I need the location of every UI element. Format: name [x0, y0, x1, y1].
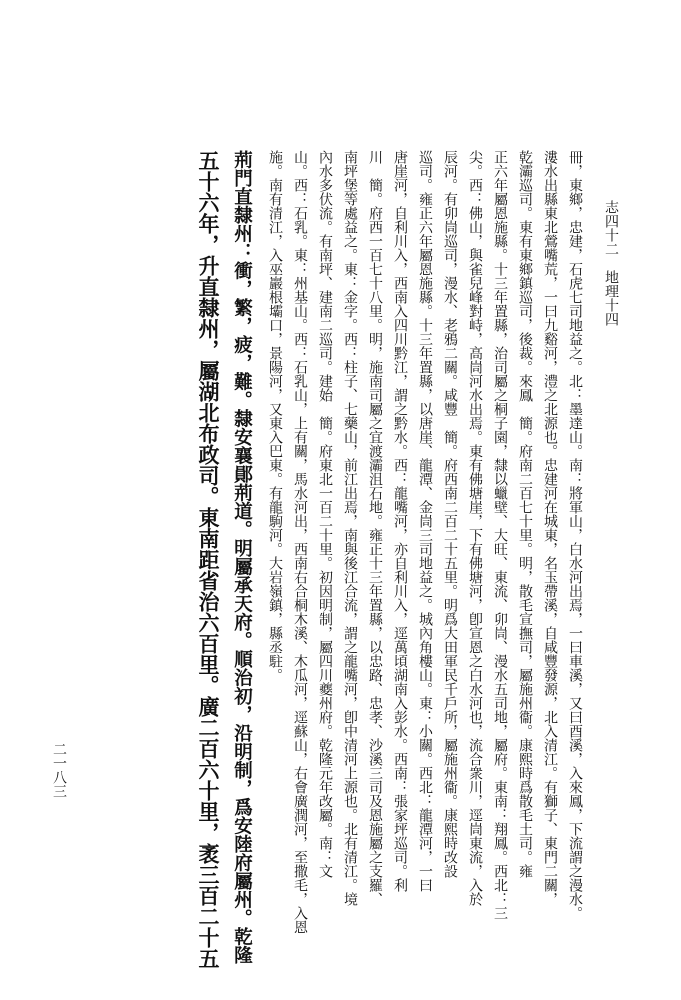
- text-column: 川 簡。府西一百七十八里。明，施南司屬之宜渡灞沮石地。雍正十三年置縣，以忠路、忠孝、沙溪三司及恩施屬之支羅、: [367, 150, 383, 906]
- text-column: 正六年屬恩施縣。十三年置縣，治司屬之桐子園，隸以蠟壁、大旺、東流、卯峝、漫水五司地，屬府。東南：翔鳳。西北：三: [492, 150, 508, 920]
- text-column: 山。西：石乳。東：州基山。西：石乳山，上有關，馬水河出，西南右合桐木溪、木瓜河，逕蘇山，右會廣潤河，至撒毛，入恩: [292, 150, 308, 934]
- text-column: 唐崖河，自利川入，西南入四川黔江，謂之黔水。西：龍嘴河，亦自利川入，逕萬頃湖南入彭水。西南：張家坪巡司。利: [392, 150, 408, 892]
- section-title: 志四十二 地理十四: [603, 200, 619, 326]
- text-column: 漊水出縣東北鶯嘴荒，一曰九谿河，澧之北源也。忠建河在城東，名玉帶溪，自咸豐發源，北入清江。有獅子、東門二關，: [542, 150, 558, 906]
- text-column: 巡司。雍正六年屬恩施縣。十三年置縣，以唐崖、龍潭、金峝三司地益之。城內角樓山。東：小關。西北：龍潭河，一曰: [417, 150, 433, 892]
- text-column: 乾灞巡司。東有東鄉鎮巡司，後裁。來鳳 簡。府南二百七十里。明，散毛宣撫司，屬施州衞。康熙時爲散毛土司。雍: [517, 150, 533, 878]
- text-column-large: 五十六年，升直隸州，屬湖北布政司。東南距省治六百里。廣二百六十里，袤三百二十五: [196, 150, 221, 969]
- text-column: 辰河。有卯峝巡司，漫水、老鴉二關。咸豐 簡。府西南二百二十五里。明爲大田軍民千戶所，屬施州衞。康熙時改設: [442, 150, 458, 878]
- text-column-large: 荊門直隸州：衝，繁，疲，難。隸安襄鄖荊道。明屬承天府。順治初，沿明制，爲安陸府屬州。乾隆: [231, 150, 253, 964]
- text-column: 尖。西：佛山，與雀兒峰對峙，高峝河水出焉。東有佛塘崖，下有佛塘河，卽宣恩之白水河也，流合衆川，逕峝東流，入於: [467, 150, 483, 906]
- text-column: 冊，東鄉，忠建，石虎七司地益之。北：墨達山。南：將軍山，白水河出焉，一曰車溪，又曰酉溪，入來鳳，下流謂之漫水。: [567, 150, 583, 920]
- text-column: 南坪堡等處益之。東：金字。西：柱子、七藥山，前江出焉，南與後江合流，謂之龍嘴河，卽中清河上源也。北有清江。境: [342, 150, 358, 906]
- text-column: 施。南有清江，入巫巖根壩口，景陽河，又東入巴東。有龍駒河。大岩嶺鎮，縣丞駐。: [267, 150, 283, 682]
- page-number: 二一八三: [51, 742, 67, 798]
- text-column: 內水多伏流。有南坪、建南二巡司。建始 簡。府東北一百二十里。初因明制，屬四川夔州府。乾隆元年改屬。南：文: [317, 150, 333, 878]
